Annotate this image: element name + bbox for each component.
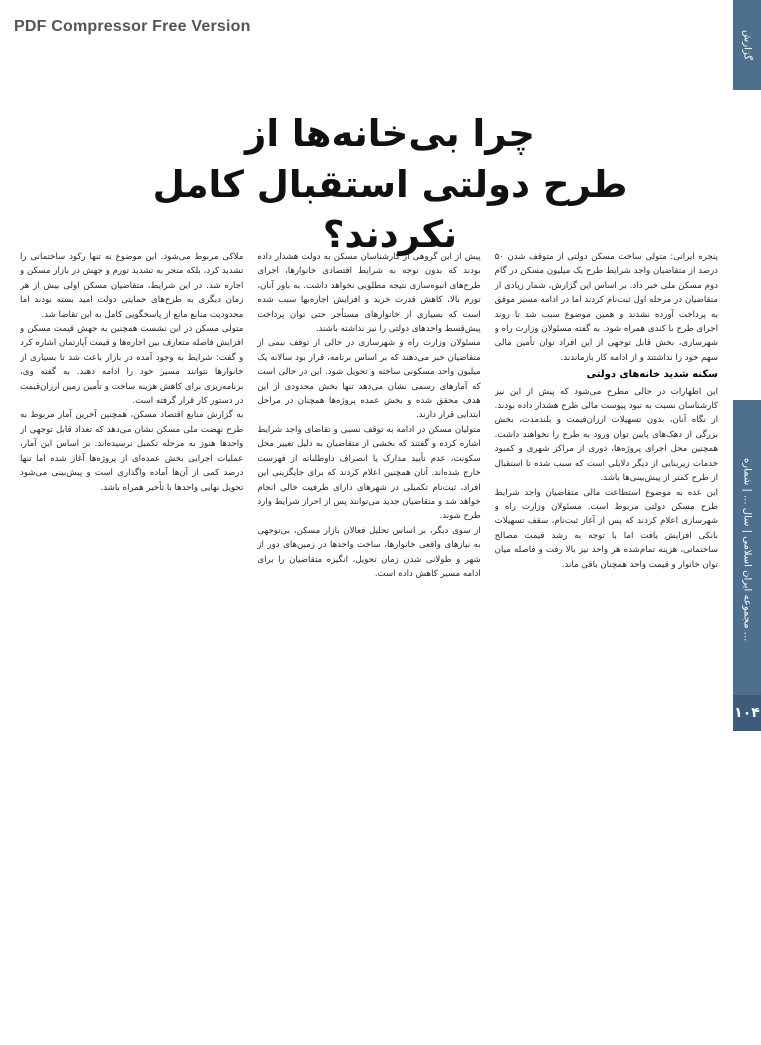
section-tab — [733, 0, 761, 90]
column-middle — [257, 250, 480, 975]
paragraph: این عده به موضوع استطاعت مالی متقاضیان واجد شرایط طرح مسکن دولتی مربوط است. مسئولان وزارت راه و شهرسازی اعلام کردند که پس از آغاز ثبت‌نام، سقف تسهیلات بانکی افزایش یافت اما با توجه به رشد قیمت مصالح ساختمانی، هزینه تمام‌شده هر واحد نیز بالا رفت و فاصله میان توان خانوار و قیمت واحد همچنان باقی ماند. — [494, 487, 718, 570]
paragraph: متولی مسکن در این نشست همچنین به جهش قیمت مسکن و افزایش فاصله متعارف بین اجاره‌ها و قیمت آپارتمان اشاره کرد و گفت: شرایط به وجود آمده در بازار باعث شد تا بسیاری از خانوارها نتوانند مسیر خود را ادامه دهند. به گفته وی، برنامه‌ریزی برای کاهش هزینه ساخت و تأمین زمین ارزان‌قیمت در دستور کار قرار گرفته است. — [20, 324, 244, 407]
article-body — [20, 250, 718, 975]
paragraph: مسئولان وزارت راه و شهرسازی در حالی از توقف نیمی از متقاضیان خبر می‌دهند که بر اساس برنامه، قرار بود سالانه یک میلیون واحد مسکونی ساخته و تحویل شود. این در حالی است که آمارهای رسمی نشان می‌دهد تنها بخش محدودی از این هدف محقق شده و بخش عمده پروژه‌ها همچنان در مراحل ابتدایی قرار دارند. — [257, 338, 481, 421]
page-number-tab — [733, 695, 761, 731]
column-left — [20, 250, 243, 975]
paragraph: این اظهارات در حالی مطرح می‌شود که پیش از این نیز کارشناسان نسبت به نبود پیوست مالی طرح هشدار داده بودند. از نگاه آنان، بدون تسهیلات ارزان‌قیمت و بلندمدت، بخش بزرگی از دهک‌های پایین توان ورود به طرح را نخواهند داشت. همچنین محل اجرای پروژه‌ها، دوری از مراکز شهری و کمبود خدمات زیربنایی از دیگر دلایلی است که سبب شده تا استقبال از طرح کمتر از پیش‌بینی‌ها باشد. — [494, 386, 718, 484]
paragraph: از سوی دیگر، بر اساس تحلیل فعالان بازار مسکن، بی‌توجهی به نیازهای واقعی خانوارها، ساخت واحدها در زمین‌های دور از شهر و طولانی شدن زمان تحویل، انگیزه متقاضیان را برای ادامه مسیر کاهش داده است. — [257, 525, 481, 579]
paragraph: به گزارش منابع اقتصاد مسکن، همچنین آخرین آمار مربوط به طرح نهضت ملی مسکن نشان می‌دهد که تعداد قابل توجهی از واحدها هنوز به مرحله تکمیل نرسیده‌اند. بر اساس این آمار، عملیات اجرایی بخش عمده‌ای از پروژه‌ها آغاز شده اما تنها درصد کمی از آن‌ها آماده واگذاری است و پیش‌بینی می‌شود تحویل نهایی واحدها با تأخیر همراه باشد. — [20, 410, 244, 493]
section-tab-label: گزارش — [741, 29, 753, 61]
pdf-compressor-watermark: PDF Compressor Free Version — [14, 18, 251, 35]
paragraph: پیش از این گروهی از کارشناسان مسکن به دولت هشدار داده بودند که بدون توجه به شرایط اقتصادی خانوارها، اجرای طرح‌های انبوه‌سازی نتیجه مطلوبی نخواهد داشت. به باور آنان، تورم بالا، کاهش قدرت خرید و افزایش اجاره‌بها سبب شده است که بسیاری از خانوارهای مستأجر حتی توان پرداخت پیش‌قسط واحدهای دولتی را نیز نداشته باشند. — [257, 252, 481, 335]
column-right — [495, 250, 718, 975]
paragraph: ملاکی مربوط می‌شود. این موضوع نه تنها رکود ساختمانی را تشدید کرد، بلکه منجر به تشدید تورم و جهش در بازار مسکن و اجاره شد. در این شرایط، متقاضیان مسکن اولی بیش از هر زمان دیگری به طرح‌های حمایتی دولت امید بسته بودند اما محدودیت منابع مانع از پاسخگویی کامل به این تقاضا شد. — [20, 252, 244, 320]
issue-info-tab — [733, 400, 761, 700]
paragraph: پنجره ایرانی: متولی ساخت مسکن دولتی از متوقف شدن ۵۰ درصد از متقاضیان واجد شرایط طرح یک میلیون مسکن در گام دوم مسکن ملی خبر داد. بر اساس این گزارش، شمار زیادی از متقاضیان در مرحله اول ثبت‌نام کردند اما در ادامه مسیر موفق به پرداخت آورده نشدند و همین موضوع سبب شد تا روند اجرای طرح با کندی همراه شود. به گفته مسئولان وزارت راه و شهرسازی، بخش قابل توجهی از این افراد توان تأمین مالی سهم خود را نداشتند و از ادامه کار بازماندند. — [494, 252, 718, 363]
article-title — [150, 108, 630, 260]
section-heading: سکنه شدید خانه‌های دولتی — [586, 369, 718, 381]
page-number: ۱۰۴ — [734, 705, 760, 721]
article-title-line-1: چرا بی‌خانه‌ها از — [245, 112, 535, 155]
paragraph: متولیان مسکن در ادامه به توقف نسبی و تقاضای واجد شرایط اشاره کرده و گفتند که بخشی از متقاضیان به دلیل تغییر محل سکونت، عدم تأیید مدارک یا انصراف داوطلبانه از فهرست خارج شده‌اند. آنان همچنین اعلام کردند که برای جایگزینی این افراد، ثبت‌نام تکمیلی در شهرهای دارای ظرفیت خالی انجام خواهد شد و متقاضیان جدید می‌توانند پس از احراز شرایط وارد طرح شوند. — [257, 424, 481, 522]
issue-info-label: مجموعه ایران اسلامی | سال ... | شماره ... — [741, 458, 753, 642]
article-title-line-2: طرح دولتی استقبال کامل نکردند؟ — [152, 163, 628, 256]
